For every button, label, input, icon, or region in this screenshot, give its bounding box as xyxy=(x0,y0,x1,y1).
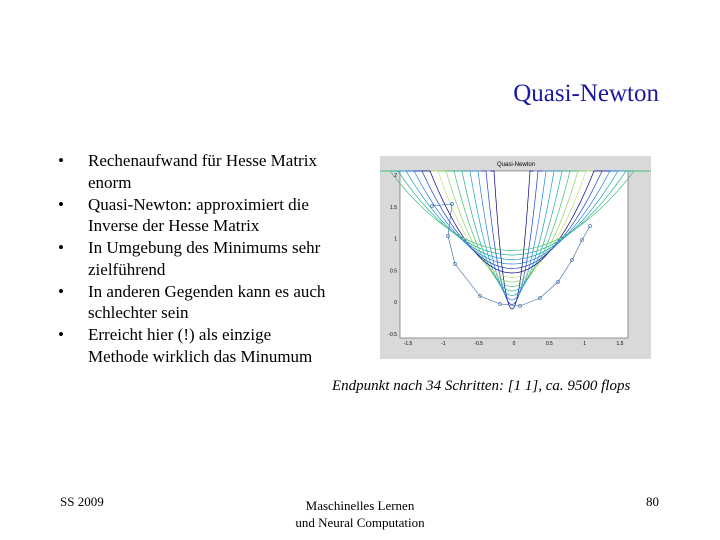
bullet-symbol: • xyxy=(58,151,64,170)
bullet-list xyxy=(58,150,333,368)
bullet-symbol: • xyxy=(58,281,64,301)
y-tick-label: -0.5 xyxy=(388,332,397,338)
footer-course-line2: und Neural Computation xyxy=(295,515,425,530)
bullet-item xyxy=(58,150,333,193)
bullet-text: Quasi-Newton: approximiert die Inverse der Hesse Matrix xyxy=(88,194,309,235)
bullet-text: Rechenaufwand für Hesse Matrix enorm xyxy=(88,151,317,192)
figure-caption: Endpunkt nach 34 Schritten: [1 1], ca. 9500 flops xyxy=(332,378,631,394)
bullet-item xyxy=(58,237,333,280)
x-tick-label: 1.5 xyxy=(616,341,624,347)
x-tick-label: -1.5 xyxy=(403,341,413,347)
y-tick-label: 2 xyxy=(394,173,397,179)
x-tick-labels xyxy=(404,341,624,347)
bullet-text: In anderen Gegenden kann es auch schlechter sein xyxy=(88,281,326,322)
contour-plot-figure xyxy=(380,156,651,359)
bullet-symbol: • xyxy=(58,238,64,257)
y-tick-labels xyxy=(388,173,397,338)
footer-semester: SS 2009 xyxy=(60,494,104,509)
y-tick-label: 1.5 xyxy=(390,204,397,211)
bullet-text: In Umgebung des Minimums sehr zielführend xyxy=(88,238,321,279)
y-tick-label: 1 xyxy=(394,236,397,243)
x-tick-label: -1 xyxy=(441,341,446,347)
footer-course-line1: Maschinelles Lernen xyxy=(305,498,415,513)
bullet-symbol: • xyxy=(58,325,64,344)
footer-course xyxy=(270,497,450,531)
contour-plot xyxy=(380,156,651,359)
y-tick-label: 0.5 xyxy=(390,268,397,275)
page-number: 80 xyxy=(646,494,659,509)
plot-title: Quasi-Newton xyxy=(496,162,536,168)
bullet-item xyxy=(58,194,333,237)
bullet-text: Erreicht hier (!) als einzige Methode wirklich das Minumum xyxy=(88,325,313,366)
bullet-item xyxy=(58,281,333,324)
bullet-item xyxy=(58,324,333,367)
x-tick-label: 0 xyxy=(512,341,516,347)
bullet-symbol: • xyxy=(58,194,64,214)
x-tick-label: -0.5 xyxy=(474,341,483,347)
slide-title: Quasi-Newton xyxy=(513,80,659,107)
x-tick-label: 0.5 xyxy=(545,341,553,347)
y-tick-label: 0 xyxy=(394,300,397,307)
x-tick-label: 1 xyxy=(583,341,587,347)
